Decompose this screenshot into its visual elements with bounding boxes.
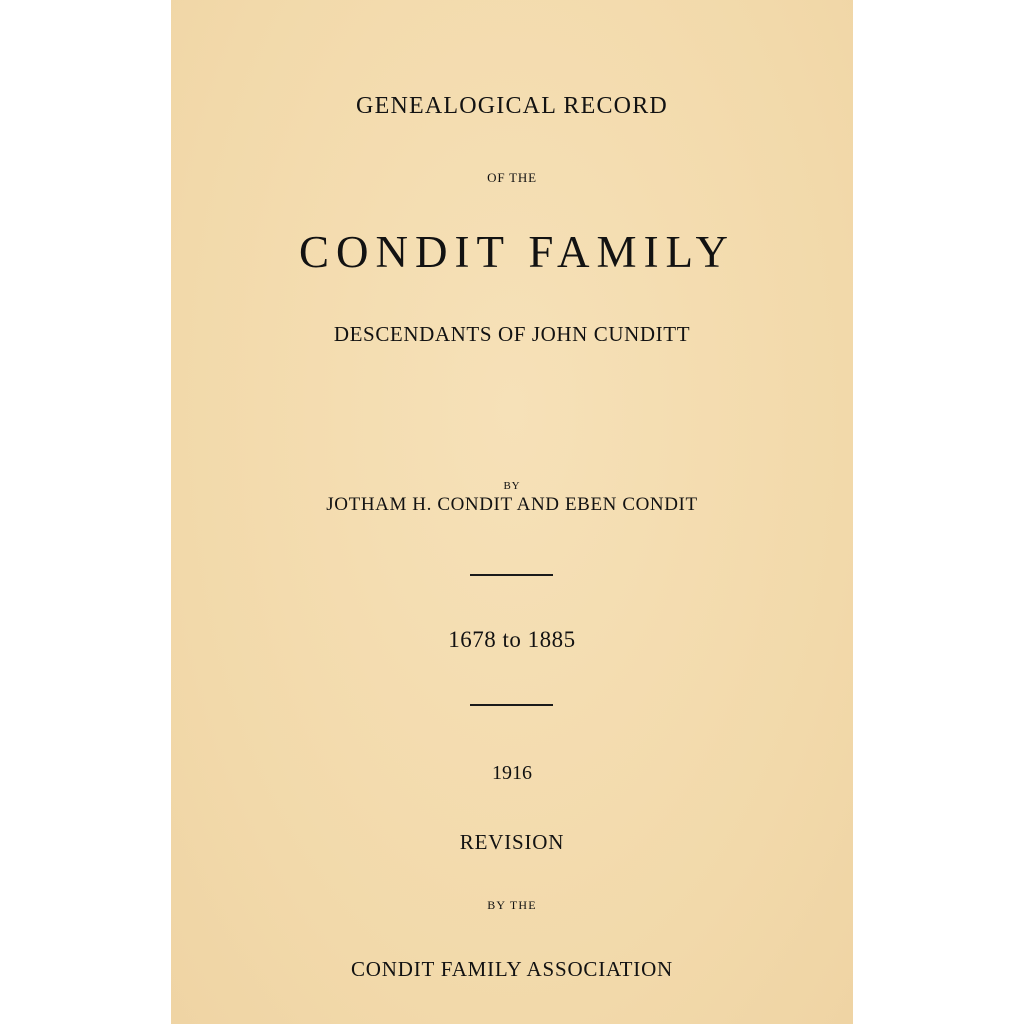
subtitle: DESCENDANTS OF JOHN CUNDITT xyxy=(333,322,691,346)
of-the-text: OF THE xyxy=(487,170,537,185)
by-text: BY xyxy=(503,480,521,492)
year-range: 1678 to 1885 xyxy=(448,627,576,652)
revision-label: REVISION xyxy=(459,830,565,854)
divider-rule xyxy=(470,704,553,706)
title-page xyxy=(171,0,853,1024)
heading: GENEALOGICAL RECORD xyxy=(356,93,668,119)
revision-year: 1916 xyxy=(492,762,532,784)
authors: JOTHAM H. CONDIT AND EBEN CONDIT xyxy=(326,494,698,515)
divider-rule xyxy=(470,574,553,576)
by-the-text: BY THE xyxy=(487,898,537,912)
main-title: CONDIT FAMILY xyxy=(298,227,736,277)
association-name: CONDIT FAMILY ASSOCIATION xyxy=(350,957,674,981)
